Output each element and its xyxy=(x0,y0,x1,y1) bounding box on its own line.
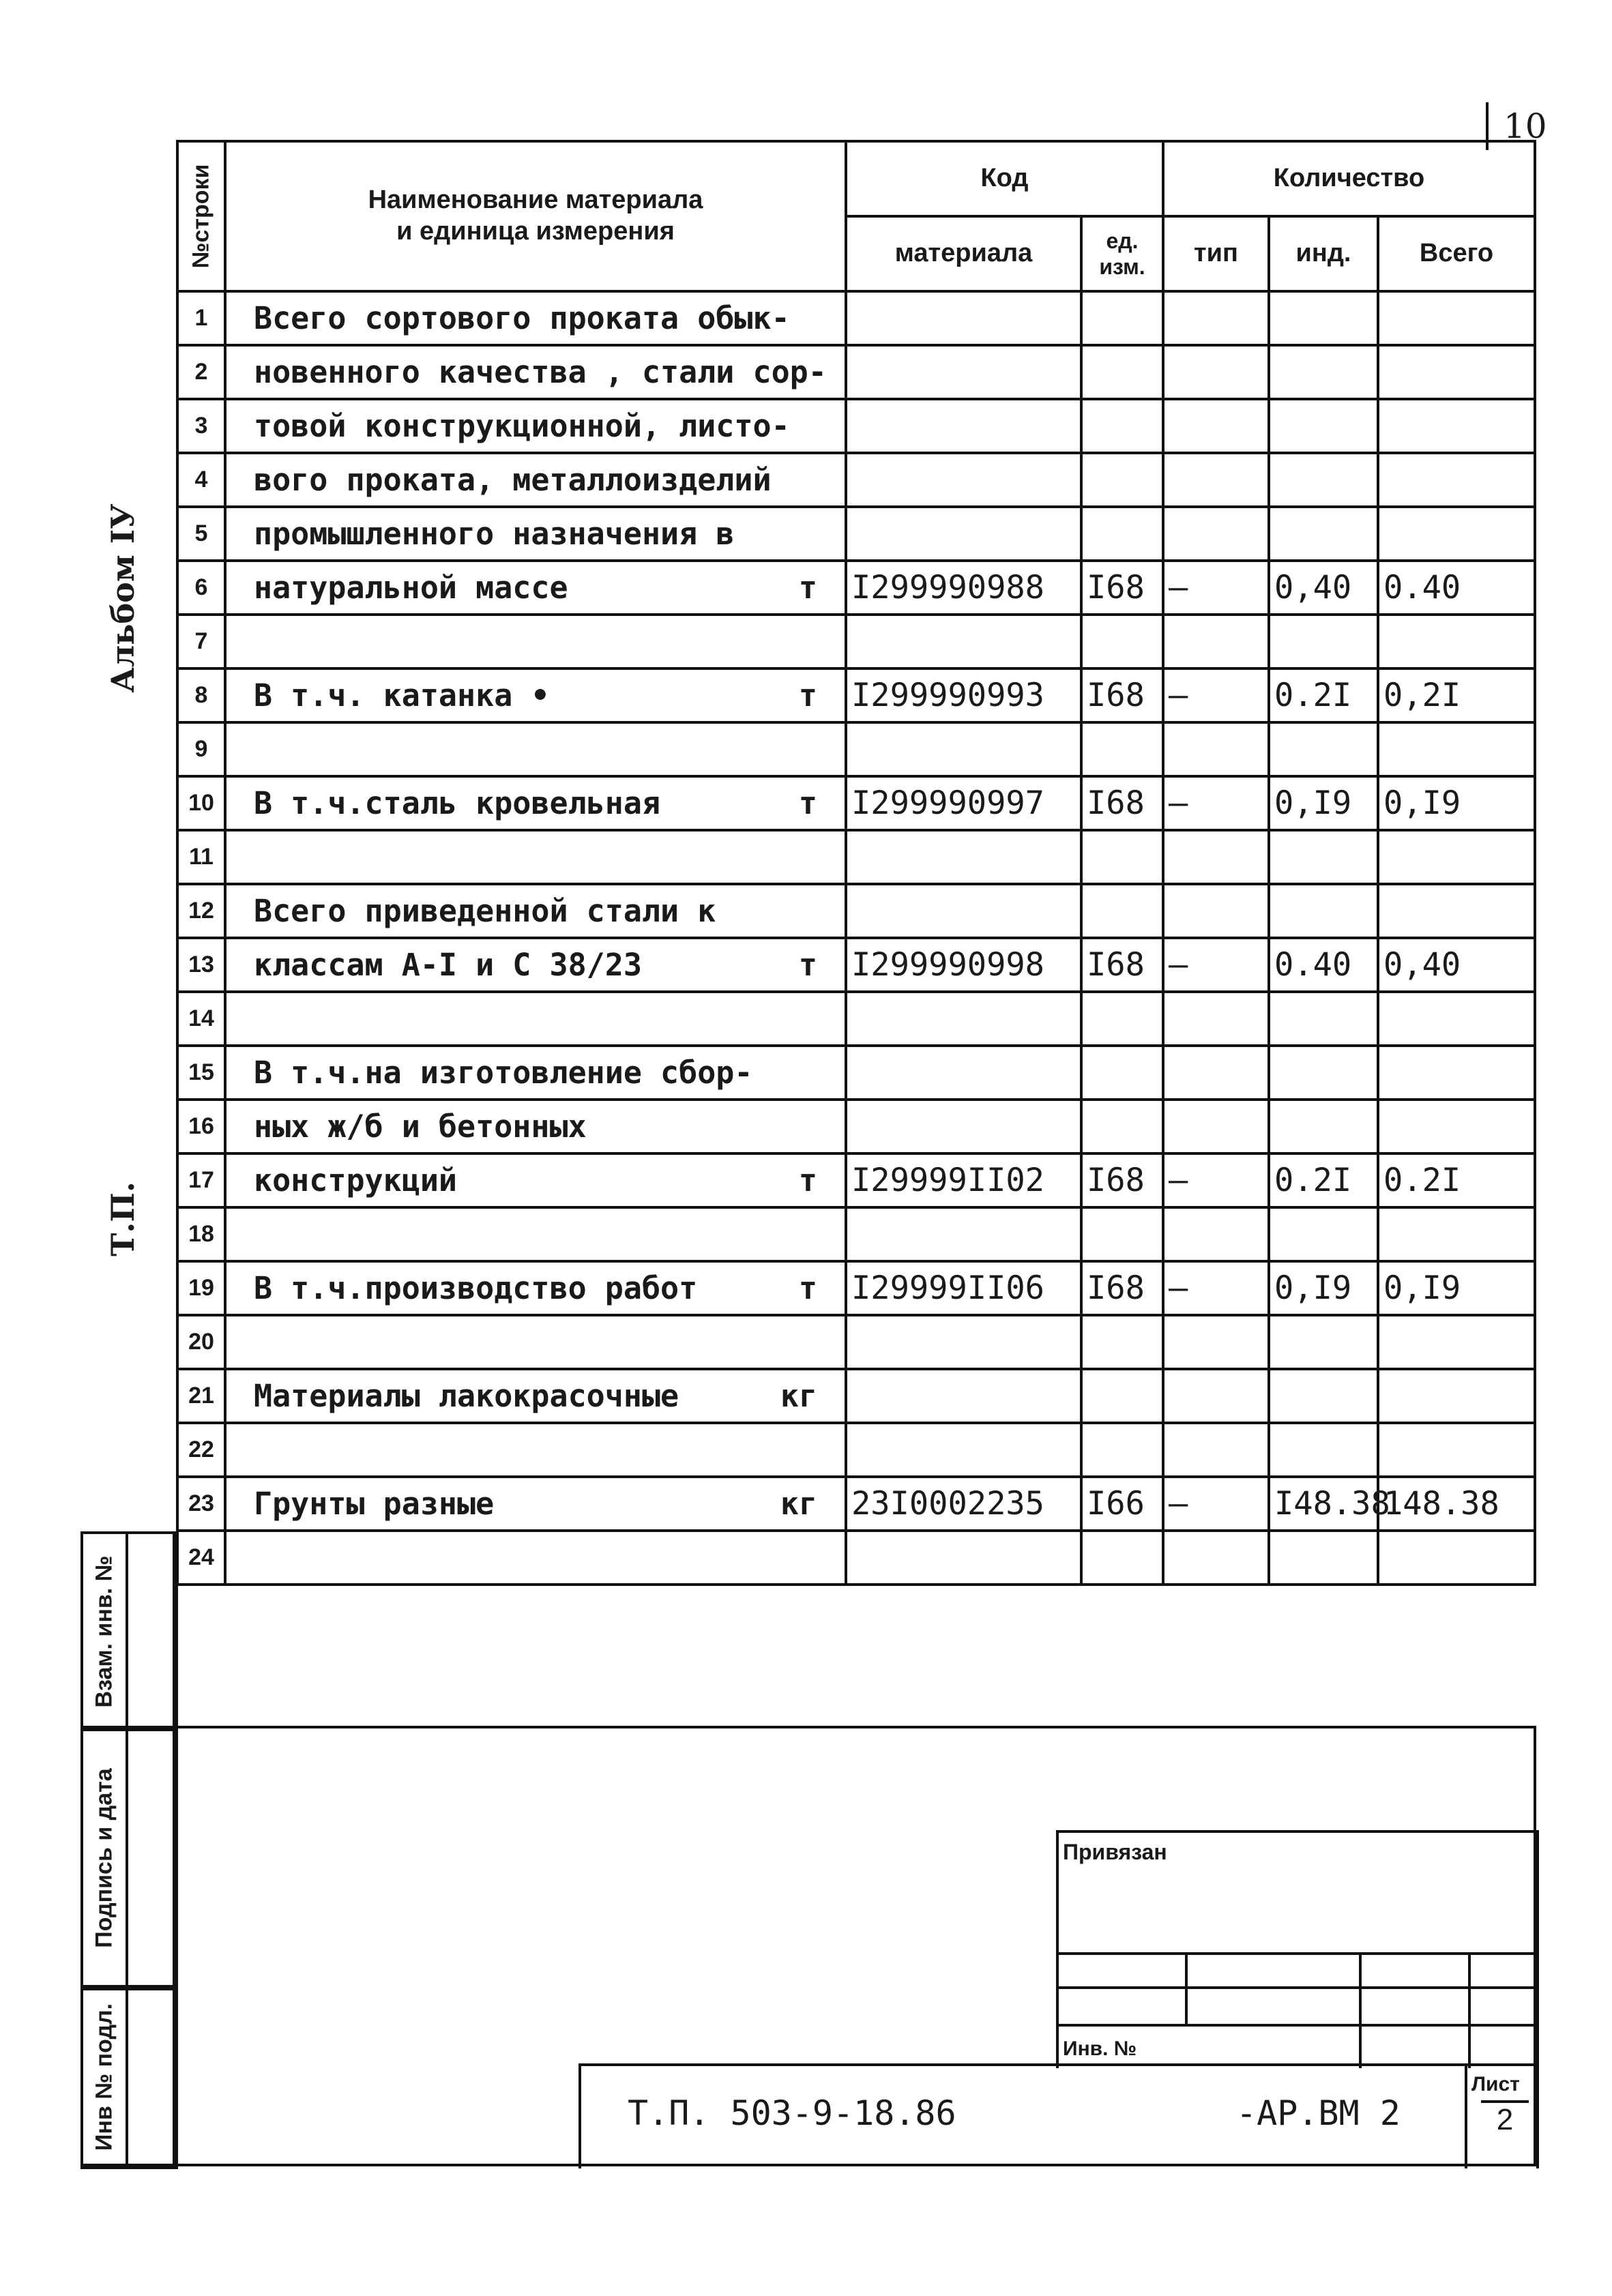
quantity-total xyxy=(1378,453,1535,507)
quantity-individual xyxy=(1269,1531,1378,1585)
material-unit: т xyxy=(798,677,817,713)
quantity-type xyxy=(1163,1046,1269,1100)
header-row-number: №строки xyxy=(177,141,225,291)
material-name xyxy=(225,776,846,830)
quantity-total xyxy=(1378,830,1535,884)
quantity-individual xyxy=(1269,1207,1378,1261)
row-number: 2 xyxy=(177,345,225,399)
material-name xyxy=(225,884,846,938)
unit-code xyxy=(1081,453,1163,507)
unit-code: I68 xyxy=(1081,668,1163,722)
material-name xyxy=(225,507,846,561)
material-name xyxy=(225,345,846,399)
document-part: -АР.ВМ 2 xyxy=(1236,2093,1401,2133)
header-material-name: Наименование материала и единица измерения xyxy=(225,141,846,291)
table-row xyxy=(177,1100,1535,1153)
material-name-text: промышленного назначения в xyxy=(254,516,735,552)
row-number: 17 xyxy=(177,1153,225,1207)
binding-line xyxy=(1059,1952,1536,1955)
quantity-individual xyxy=(1269,1100,1378,1153)
unit-code: I68 xyxy=(1081,776,1163,830)
material-code: I29999II06 xyxy=(846,1261,1081,1315)
table-row xyxy=(177,668,1535,722)
material-name-text: В т.ч.производство работ xyxy=(254,1270,698,1306)
unit-code xyxy=(1081,1369,1163,1423)
material-name-text: вого проката, металлоизделий xyxy=(254,462,772,498)
quantity-individual xyxy=(1269,722,1378,776)
material-code: I299990997 xyxy=(846,776,1081,830)
material-name-text: Материалы лакокрасочные xyxy=(254,1378,679,1414)
quantity-total xyxy=(1378,1207,1535,1261)
material-name-text: Грунты разные xyxy=(254,1486,495,1522)
frame-lower-top-line xyxy=(173,1726,1536,1728)
material-code xyxy=(846,453,1081,507)
material-name xyxy=(225,399,846,453)
header-qty-ind: инд. xyxy=(1269,216,1378,291)
material-name xyxy=(225,1046,846,1100)
material-name-text: В т.ч.сталь кровельная xyxy=(254,785,661,821)
row-number: 7 xyxy=(177,615,225,668)
quantity-type xyxy=(1163,507,1269,561)
row-number: 19 xyxy=(177,1261,225,1315)
quantity-individual: 0.40 xyxy=(1269,938,1378,992)
material-name-text: ных ж/б и бетонных xyxy=(254,1108,587,1145)
material-name-text: Всего сортового проката обык- xyxy=(254,300,790,336)
quantity-individual xyxy=(1269,453,1378,507)
quantity-individual xyxy=(1269,291,1378,345)
quantity-type xyxy=(1163,830,1269,884)
quantity-type xyxy=(1163,1100,1269,1153)
material-code: I299990993 xyxy=(846,668,1081,722)
stamp-original-inv xyxy=(80,1985,178,2169)
row-number: 3 xyxy=(177,399,225,453)
unit-code xyxy=(1081,884,1163,938)
table-row xyxy=(177,776,1535,830)
row-number: 15 xyxy=(177,1046,225,1100)
unit-code xyxy=(1081,1423,1163,1477)
material-code xyxy=(846,1531,1081,1585)
quantity-type xyxy=(1163,1531,1269,1585)
stamp-signature-date xyxy=(80,1726,178,1990)
row-number: 23 xyxy=(177,1477,225,1531)
material-code xyxy=(846,884,1081,938)
material-unit: т xyxy=(798,1270,817,1306)
quantity-total xyxy=(1378,1100,1535,1153)
material-unit: кг xyxy=(780,1378,817,1414)
material-name xyxy=(225,1477,846,1531)
unit-code xyxy=(1081,1531,1163,1585)
unit-code xyxy=(1081,291,1163,345)
unit-code: I68 xyxy=(1081,1153,1163,1207)
quantity-individual xyxy=(1269,992,1378,1046)
quantity-individual xyxy=(1269,507,1378,561)
material-unit: т xyxy=(798,947,817,983)
material-name-text: товой конструкционной, листо- xyxy=(254,408,790,444)
sheet-box xyxy=(1465,2066,1539,2168)
unit-code xyxy=(1081,345,1163,399)
quantity-individual xyxy=(1269,1369,1378,1423)
material-code xyxy=(846,615,1081,668)
material-code xyxy=(846,507,1081,561)
material-code xyxy=(846,1046,1081,1100)
quantity-individual: 0.2I xyxy=(1269,1153,1378,1207)
quantity-type: – xyxy=(1163,1153,1269,1207)
header-quantity: Количество xyxy=(1163,141,1535,216)
quantity-individual: 0,I9 xyxy=(1269,1261,1378,1315)
row-number: 10 xyxy=(177,776,225,830)
material-code xyxy=(846,830,1081,884)
material-name xyxy=(225,938,846,992)
quantity-individual: I48.38 xyxy=(1269,1477,1378,1531)
sheet-number: 2 xyxy=(1481,2100,1529,2137)
unit-code xyxy=(1081,830,1163,884)
material-name xyxy=(225,291,846,345)
material-unit: т xyxy=(798,785,817,821)
quantity-type: – xyxy=(1163,1261,1269,1315)
unit-code xyxy=(1081,1100,1163,1153)
page-number: 10 xyxy=(1486,102,1547,150)
row-number: 13 xyxy=(177,938,225,992)
quantity-type: – xyxy=(1163,561,1269,615)
quantity-individual xyxy=(1269,1315,1378,1369)
unit-code xyxy=(1081,722,1163,776)
table-row xyxy=(177,938,1535,992)
table-row xyxy=(177,830,1535,884)
quantity-total xyxy=(1378,1315,1535,1369)
quantity-total: 0,I9 xyxy=(1378,1261,1535,1315)
quantity-individual xyxy=(1269,830,1378,884)
material-name xyxy=(225,830,846,884)
material-name xyxy=(225,615,846,668)
table-row xyxy=(177,1153,1535,1207)
table-row xyxy=(177,1261,1535,1315)
materials-table-body xyxy=(177,291,1535,1585)
row-number: 5 xyxy=(177,507,225,561)
material-name-text: конструкций xyxy=(254,1162,458,1198)
row-number: 16 xyxy=(177,1100,225,1153)
table-row xyxy=(177,291,1535,345)
sheet-label: Лист xyxy=(1471,2073,1520,2095)
tp-label: Т.П. xyxy=(104,1181,141,1256)
header-code-unit: ед. изм. xyxy=(1081,216,1163,291)
quantity-total xyxy=(1378,345,1535,399)
material-code xyxy=(846,1315,1081,1369)
quantity-type xyxy=(1163,615,1269,668)
quantity-total xyxy=(1378,884,1535,938)
quantity-total xyxy=(1378,1531,1535,1585)
quantity-total: 0.2I xyxy=(1378,1153,1535,1207)
header-code-material: материала xyxy=(846,216,1081,291)
stamp-signature-date-label: Подпись и дата xyxy=(91,1768,117,1948)
unit-code xyxy=(1081,399,1163,453)
material-name-text: натуральной массе xyxy=(254,570,568,606)
quantity-type xyxy=(1163,1423,1269,1477)
quantity-total: 148.38 xyxy=(1378,1477,1535,1531)
unit-code: I68 xyxy=(1081,561,1163,615)
quantity-individual xyxy=(1269,399,1378,453)
material-code: I299990998 xyxy=(846,938,1081,992)
binding-line xyxy=(1059,2024,1536,2027)
stamp-replacement-inv xyxy=(80,1531,178,1731)
material-name xyxy=(225,1207,846,1261)
row-number: 21 xyxy=(177,1369,225,1423)
quantity-type xyxy=(1163,1207,1269,1261)
row-number: 22 xyxy=(177,1423,225,1477)
table-row xyxy=(177,507,1535,561)
material-name xyxy=(225,668,846,722)
material-unit: т xyxy=(798,570,817,606)
row-number: 8 xyxy=(177,668,225,722)
material-name-text: классам А-I и С 38/23 xyxy=(254,947,642,983)
material-name xyxy=(225,453,846,507)
unit-code: I68 xyxy=(1081,1261,1163,1315)
unit-code xyxy=(1081,507,1163,561)
binding-line xyxy=(1185,1952,1188,2024)
binding-line xyxy=(1059,1986,1536,1989)
quantity-type: – xyxy=(1163,938,1269,992)
table-row xyxy=(177,453,1535,507)
material-name xyxy=(225,1423,846,1477)
binding-line xyxy=(1359,1952,1362,2068)
material-name xyxy=(225,992,846,1046)
quantity-type xyxy=(1163,399,1269,453)
quantity-type xyxy=(1163,1315,1269,1369)
material-name xyxy=(225,1153,846,1207)
unit-code xyxy=(1081,1207,1163,1261)
row-number: 20 xyxy=(177,1315,225,1369)
quantity-individual xyxy=(1269,1423,1378,1477)
material-code: I29999II02 xyxy=(846,1153,1081,1207)
quantity-individual: 0,40 xyxy=(1269,561,1378,615)
quantity-total xyxy=(1378,1423,1535,1477)
header-qty-total: Всего xyxy=(1378,216,1535,291)
row-number: 18 xyxy=(177,1207,225,1261)
quantity-total: 0,I9 xyxy=(1378,776,1535,830)
quantity-type xyxy=(1163,992,1269,1046)
material-name-text: В т.ч.на изготовление сбор- xyxy=(254,1055,753,1091)
material-name xyxy=(225,1531,846,1585)
quantity-total xyxy=(1378,615,1535,668)
table-row xyxy=(177,615,1535,668)
row-number: 14 xyxy=(177,992,225,1046)
row-number: 6 xyxy=(177,561,225,615)
album-label: Альбом IУ xyxy=(104,503,141,693)
unit-code xyxy=(1081,615,1163,668)
binding-label: Привязан xyxy=(1063,1840,1167,1864)
table-row xyxy=(177,561,1535,615)
material-name-text: Всего приведенной стали к xyxy=(254,893,716,929)
table-row xyxy=(177,345,1535,399)
quantity-type xyxy=(1163,884,1269,938)
material-unit: кг xyxy=(780,1486,817,1522)
table-row xyxy=(177,992,1535,1046)
row-number: 11 xyxy=(177,830,225,884)
quantity-total xyxy=(1378,399,1535,453)
table-row xyxy=(177,1423,1535,1477)
material-code xyxy=(846,1100,1081,1153)
quantity-individual xyxy=(1269,884,1378,938)
quantity-type xyxy=(1163,345,1269,399)
quantity-total: 0,2I xyxy=(1378,668,1535,722)
material-code xyxy=(846,345,1081,399)
quantity-total xyxy=(1378,507,1535,561)
quantity-type xyxy=(1163,722,1269,776)
header-code: Код xyxy=(846,141,1163,216)
binding-block xyxy=(1056,1830,1539,2068)
material-code xyxy=(846,722,1081,776)
quantity-total xyxy=(1378,1046,1535,1100)
material-code xyxy=(846,992,1081,1046)
quantity-total xyxy=(1378,1369,1535,1423)
quantity-individual: 0.2I xyxy=(1269,668,1378,722)
quantity-type: – xyxy=(1163,1477,1269,1531)
stamp-original-inv-label: Инв № подл. xyxy=(91,2003,117,2151)
quantity-type xyxy=(1163,291,1269,345)
quantity-individual xyxy=(1269,1046,1378,1100)
unit-code: I66 xyxy=(1081,1477,1163,1531)
quantity-type: – xyxy=(1163,668,1269,722)
quantity-total xyxy=(1378,992,1535,1046)
material-code: 23I0002235 xyxy=(846,1477,1081,1531)
quantity-total xyxy=(1378,291,1535,345)
material-name-text: новенного качества , стали сор- xyxy=(254,354,827,390)
unit-code xyxy=(1081,992,1163,1046)
material-code xyxy=(846,1423,1081,1477)
material-unit: т xyxy=(798,1162,817,1198)
quantity-total xyxy=(1378,722,1535,776)
material-code xyxy=(846,1207,1081,1261)
row-number: 12 xyxy=(177,884,225,938)
quantity-type xyxy=(1163,1369,1269,1423)
material-name xyxy=(225,722,846,776)
binding-line xyxy=(1468,1952,1471,2068)
materials-table xyxy=(176,140,1536,1586)
unit-code xyxy=(1081,1046,1163,1100)
material-name xyxy=(225,1261,846,1315)
inv-number-label: Инв. № xyxy=(1063,2037,1137,2060)
table-row xyxy=(177,1315,1535,1369)
material-name xyxy=(225,1100,846,1153)
row-number: 24 xyxy=(177,1531,225,1585)
table-row xyxy=(177,1477,1535,1531)
table-row xyxy=(177,884,1535,938)
material-name xyxy=(225,1369,846,1423)
table-row xyxy=(177,1046,1535,1100)
stamp-replacement-inv-label: Взам. инв. № xyxy=(91,1555,117,1708)
row-number: 9 xyxy=(177,722,225,776)
quantity-individual xyxy=(1269,615,1378,668)
row-number: 1 xyxy=(177,291,225,345)
header-qty-type: тип xyxy=(1163,216,1269,291)
unit-code: I68 xyxy=(1081,938,1163,992)
table-row xyxy=(177,722,1535,776)
quantity-individual xyxy=(1269,345,1378,399)
material-code xyxy=(846,291,1081,345)
material-code: I299990988 xyxy=(846,561,1081,615)
row-number: 4 xyxy=(177,453,225,507)
quantity-total: 0,40 xyxy=(1378,938,1535,992)
material-name xyxy=(225,561,846,615)
material-name xyxy=(225,1315,846,1369)
quantity-type xyxy=(1163,453,1269,507)
title-block xyxy=(578,2063,1539,2168)
material-name-text: В т.ч. катанка • xyxy=(254,677,550,713)
table-row xyxy=(177,1531,1535,1585)
quantity-individual: 0,I9 xyxy=(1269,776,1378,830)
unit-code xyxy=(1081,1315,1163,1369)
material-code xyxy=(846,1369,1081,1423)
document-code: Т.П. 503-9-18.86 xyxy=(628,2093,956,2133)
quantity-type: – xyxy=(1163,776,1269,830)
table-row xyxy=(177,399,1535,453)
table-row xyxy=(177,1369,1535,1423)
material-code xyxy=(846,399,1081,453)
quantity-total: 0.40 xyxy=(1378,561,1535,615)
table-row xyxy=(177,1207,1535,1261)
